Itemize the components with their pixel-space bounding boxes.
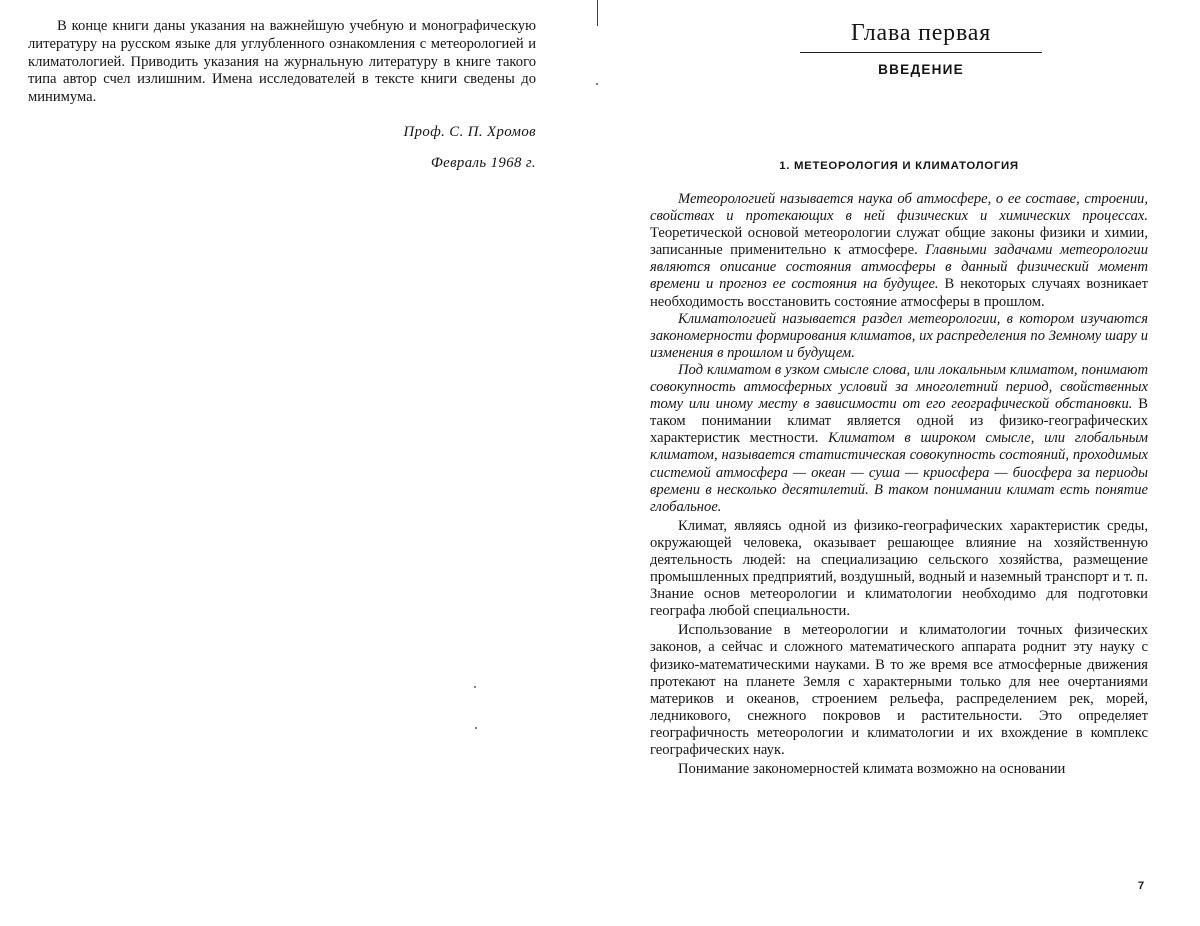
body-text-run: Использование в метеорологии и климатологии точных физических законов, а сейчас и сложного математического аппарата роднит эту науку с физико-математическими науками. В то же время все атмосферные движения протекают на планете Земля с характерными только для нее очертаниями материков и океанов, строением рельефа, распределением рек, морей, ледникового, снежного покровов и растительности. Это определяет географичность метеорологии и климатологии и их вхождение в комплекс географических наук. (650, 622, 1148, 758)
body-text-run: Климат, являясь одной из физико-географических характеристик среды, окружающей человека, оказывает решающее влияние на хозяйственную деятельность людей: на специализацию сельского хозяйства, размещение промышленных предприятий, воздушный, водный и наземный транспорт и т. п. Знание основ метеорологии и климатологии необходимо для подготовки географа любой специальности. (650, 518, 1148, 619)
chapter-body-text (650, 191, 1148, 778)
book-spread (0, 0, 1200, 926)
definition-text: Главными задачами метеорологии являются описание состояния атмосферы в данный физический момент времени и прогноз ее состояния на будущее. (650, 242, 1148, 292)
page-fold-line (597, 0, 598, 26)
scan-speck (474, 686, 476, 688)
scan-speck (596, 83, 598, 85)
chapter-label: Глава первая (800, 18, 1042, 48)
body-text-run: В таком понимании климат является одной из физико-географических характеристик местности. (650, 396, 1148, 446)
author-signature: Проф. С. П. Хромов (28, 124, 536, 141)
body-text-run: В некоторых случаях возникает необходимость восстановить состояние атмосферы в прошлом. (650, 276, 1148, 309)
section-heading: 1. МЕТЕОРОЛОГИЯ И КЛИМАТОЛОГИЯ (650, 160, 1148, 172)
definition-text: Метеорологией называется наука об атмосфере, о ее составе, строении, свойствах и протекающих в ней физических и химических процессах. (650, 191, 1148, 224)
preface-date: Февраль 1968 г. (28, 155, 536, 172)
scan-speck (475, 727, 477, 729)
body-paragraph (650, 622, 1148, 759)
body-paragraph (650, 191, 1148, 311)
body-paragraph (650, 362, 1148, 516)
left-page (28, 18, 536, 172)
definition-text: Климатом в широком смысле, или глобальным климатом, называется статистическая совокупность состояний, проходимых системой атмосфера — океан — суша — криосфера — биосфера за периоды времени в несколько десятилетий. В таком понимании климат есть понятие глобальное. (650, 430, 1148, 514)
body-paragraph (650, 518, 1148, 621)
page-number: 7 (1138, 880, 1144, 892)
body-text-run: Теоретической основой метеорологии служат общие законы физики и химии, записанные применительно к атмосфере. (650, 225, 1148, 258)
body-paragraph (650, 761, 1148, 778)
preface-paragraph: В конце книги даны указания на важнейшую учебную и монографическую литературу на русском языке для углубленного ознакомления с метеорологией и климатологией. Приводить указания на журнальную литературу в книге такого типа автор счел излишним. Имена исследователей в тексте книги сведены до минимума. (28, 18, 536, 107)
body-paragraph (650, 311, 1148, 362)
definition-text: Климатологией называется раздел метеорологии, в котором изучаются закономерности формирования климатов, их распределения по Земному шару и изменения в прошлом и будущем. (650, 311, 1148, 361)
definition-text: Под климатом в узком смысле слова, или локальным климатом, понимают совокупность атмосферных условий за многолетний период, свойственных тому или иному месту в зависимости от его географической обстановки. (650, 362, 1148, 412)
body-text-run: Понимание закономерностей климата возможно на основании (678, 761, 1065, 777)
chapter-title: ВВЕДЕНИЕ (800, 62, 1042, 77)
chapter-rule (800, 52, 1042, 53)
